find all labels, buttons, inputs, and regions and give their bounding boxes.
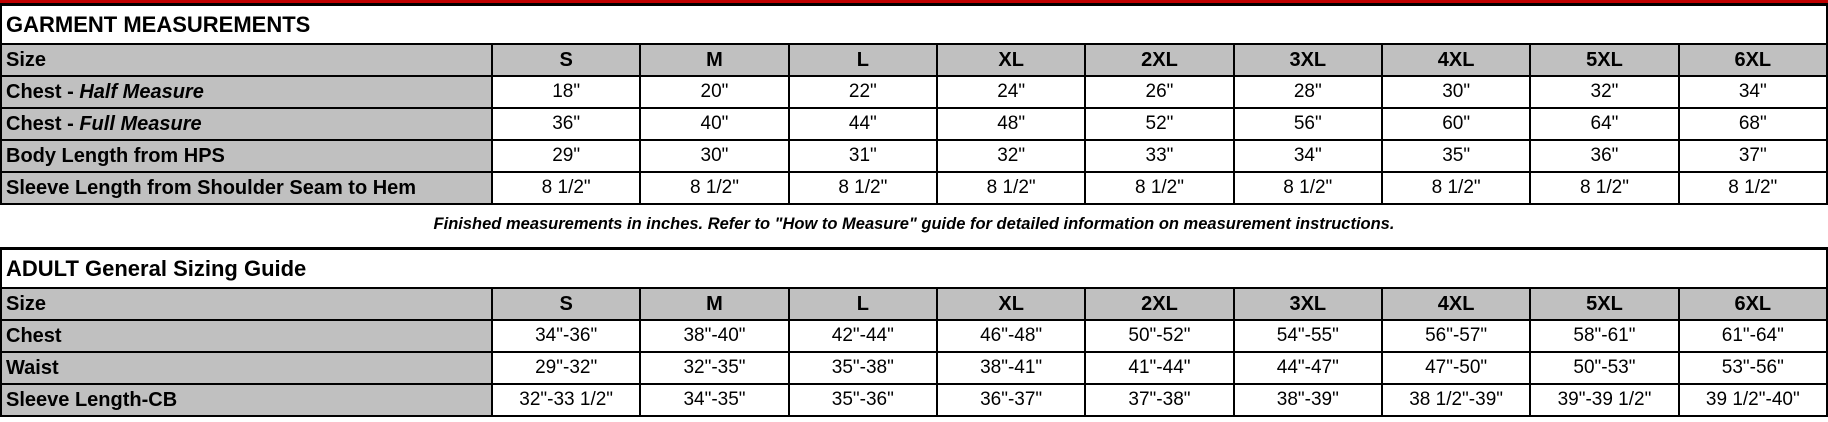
measurement-cell: 44"-47" xyxy=(1234,352,1382,384)
measurement-cell: 8 1/2" xyxy=(1679,172,1827,204)
row-label xyxy=(1,140,492,172)
row-label xyxy=(1,352,492,384)
size-header-cell: XL xyxy=(937,288,1085,320)
measurement-cell: 38 1/2"-39" xyxy=(1382,384,1530,416)
measurement-cell: 37"-38" xyxy=(1085,384,1233,416)
table-row xyxy=(1,76,1827,108)
measurement-cell: 35"-38" xyxy=(789,352,937,384)
table-row xyxy=(1,172,1827,204)
measurement-cell: 60" xyxy=(1382,108,1530,140)
measurement-cell: 48" xyxy=(937,108,1085,140)
size-header-cell: 3XL xyxy=(1234,288,1382,320)
measurement-cell: 52" xyxy=(1085,108,1233,140)
measurement-cell: 36" xyxy=(492,108,640,140)
measurement-cell: 30" xyxy=(1382,76,1530,108)
measurement-cell: 32"-35" xyxy=(640,352,788,384)
table-row xyxy=(1,108,1827,140)
size-row-label: Size xyxy=(1,288,492,320)
measurement-cell: 64" xyxy=(1530,108,1678,140)
measurement-cell: 54"-55" xyxy=(1234,320,1382,352)
measurement-cell: 53"-56" xyxy=(1679,352,1827,384)
table-title-row xyxy=(1,249,1827,289)
measurement-cell: 8 1/2" xyxy=(937,172,1085,204)
measurement-cell: 34"-35" xyxy=(640,384,788,416)
measurement-cell: 34" xyxy=(1679,76,1827,108)
measurement-cell: 8 1/2" xyxy=(1530,172,1678,204)
row-label xyxy=(1,172,492,204)
row-label xyxy=(1,320,492,352)
measurement-cell: 40" xyxy=(640,108,788,140)
row-label-text: Sleeve Length-CB xyxy=(6,389,178,411)
size-header-cell: M xyxy=(640,288,788,320)
measurement-cell: 58"-61" xyxy=(1530,320,1678,352)
measurement-cell: 47"-50" xyxy=(1382,352,1530,384)
size-row-label: Size xyxy=(1,44,492,76)
size-header-cell: L xyxy=(789,44,937,76)
measurement-cell: 68" xyxy=(1679,108,1827,140)
measurement-cell: 50"-53" xyxy=(1530,352,1678,384)
measurement-cell: 39"-39 1/2" xyxy=(1530,384,1678,416)
measurement-cell: 38"-39" xyxy=(1234,384,1382,416)
measurement-note: Finished measurements in inches. Refer to "How to Measure" guide for detailed information on measurement instructions. xyxy=(433,215,1395,233)
measurement-cell: 32" xyxy=(1530,76,1678,108)
measurement-cell: 29" xyxy=(492,140,640,172)
row-label-text: Chest xyxy=(6,325,62,347)
size-header-cell: XL xyxy=(937,44,1085,76)
measurement-cell: 35" xyxy=(1382,140,1530,172)
table-title-row xyxy=(1,5,1827,45)
row-label-text: Body Length from HPS xyxy=(6,145,225,167)
size-header-cell: 2XL xyxy=(1085,44,1233,76)
table-row xyxy=(1,384,1827,416)
measurement-cell: 8 1/2" xyxy=(1382,172,1530,204)
measurement-cell: 56"-57" xyxy=(1382,320,1530,352)
measurement-cell: 8 1/2" xyxy=(789,172,937,204)
row-label-text: Sleeve Length from Shoulder Seam to Hem xyxy=(6,177,417,199)
measurement-cell: 37" xyxy=(1679,140,1827,172)
measurement-cell: 36"-37" xyxy=(937,384,1085,416)
size-header-cell: L xyxy=(789,288,937,320)
measurement-cell: 61"-64" xyxy=(1679,320,1827,352)
size-header-row xyxy=(1,44,1827,76)
measurement-cell: 32"-33 1/2" xyxy=(492,384,640,416)
size-header-cell: 6XL xyxy=(1679,44,1827,76)
measurement-cell: 36" xyxy=(1530,140,1678,172)
measurement-cell: 22" xyxy=(789,76,937,108)
measurement-cell: 38"-40" xyxy=(640,320,788,352)
measurement-cell: 39 1/2"-40" xyxy=(1679,384,1827,416)
size-header-row xyxy=(1,288,1827,320)
measurement-cell: 8 1/2" xyxy=(492,172,640,204)
size-header-cell: 3XL xyxy=(1234,44,1382,76)
measurement-cell: 30" xyxy=(640,140,788,172)
row-label-text: Chest - xyxy=(6,113,80,135)
measurement-cell: 56" xyxy=(1234,108,1382,140)
size-header-cell: S xyxy=(492,288,640,320)
measurement-cell: 42"-44" xyxy=(789,320,937,352)
size-header-cell: 5XL xyxy=(1530,288,1678,320)
measurement-cell: 41"-44" xyxy=(1085,352,1233,384)
measurement-cell: 34"-36" xyxy=(492,320,640,352)
row-label xyxy=(1,76,492,108)
measurement-cell: 24" xyxy=(937,76,1085,108)
measurement-cell: 32" xyxy=(937,140,1085,172)
measurement-cell: 50"-52" xyxy=(1085,320,1233,352)
measurement-cell: 20" xyxy=(640,76,788,108)
measurement-cell: 44" xyxy=(789,108,937,140)
table-row xyxy=(1,320,1827,352)
row-label-text: Waist xyxy=(6,357,59,379)
size-header-cell: 2XL xyxy=(1085,288,1233,320)
measurement-cell: 46"-48" xyxy=(937,320,1085,352)
measurement-cell: 26" xyxy=(1085,76,1233,108)
measurement-cell: 28" xyxy=(1234,76,1382,108)
size-header-cell: 4XL xyxy=(1382,44,1530,76)
table-title: ADULT General Sizing Guide xyxy=(1,249,1827,289)
garment-measurements-table xyxy=(0,3,1828,205)
row-label-emphasis: Full Measure xyxy=(79,113,202,135)
table-row xyxy=(1,140,1827,172)
measurement-cell: 34" xyxy=(1234,140,1382,172)
measurement-cell: 35"-36" xyxy=(789,384,937,416)
size-header-cell: 5XL xyxy=(1530,44,1678,76)
measurement-cell: 31" xyxy=(789,140,937,172)
measurement-cell: 33" xyxy=(1085,140,1233,172)
adult-sizing-guide-table xyxy=(0,247,1828,417)
measurement-cell: 8 1/2" xyxy=(640,172,788,204)
table-row xyxy=(1,352,1827,384)
table-title: GARMENT MEASUREMENTS xyxy=(1,5,1827,45)
size-header-cell: 4XL xyxy=(1382,288,1530,320)
row-label xyxy=(1,108,492,140)
row-label-text: Chest - xyxy=(6,81,80,103)
measurement-cell: 29"-32" xyxy=(492,352,640,384)
measurement-cell: 8 1/2" xyxy=(1085,172,1233,204)
measurement-cell: 38"-41" xyxy=(937,352,1085,384)
measurement-cell: 18" xyxy=(492,76,640,108)
size-header-cell: M xyxy=(640,44,788,76)
size-header-cell: 6XL xyxy=(1679,288,1827,320)
row-label xyxy=(1,384,492,416)
measurement-cell: 8 1/2" xyxy=(1234,172,1382,204)
row-label-emphasis: Half Measure xyxy=(79,81,204,103)
size-header-cell: S xyxy=(492,44,640,76)
